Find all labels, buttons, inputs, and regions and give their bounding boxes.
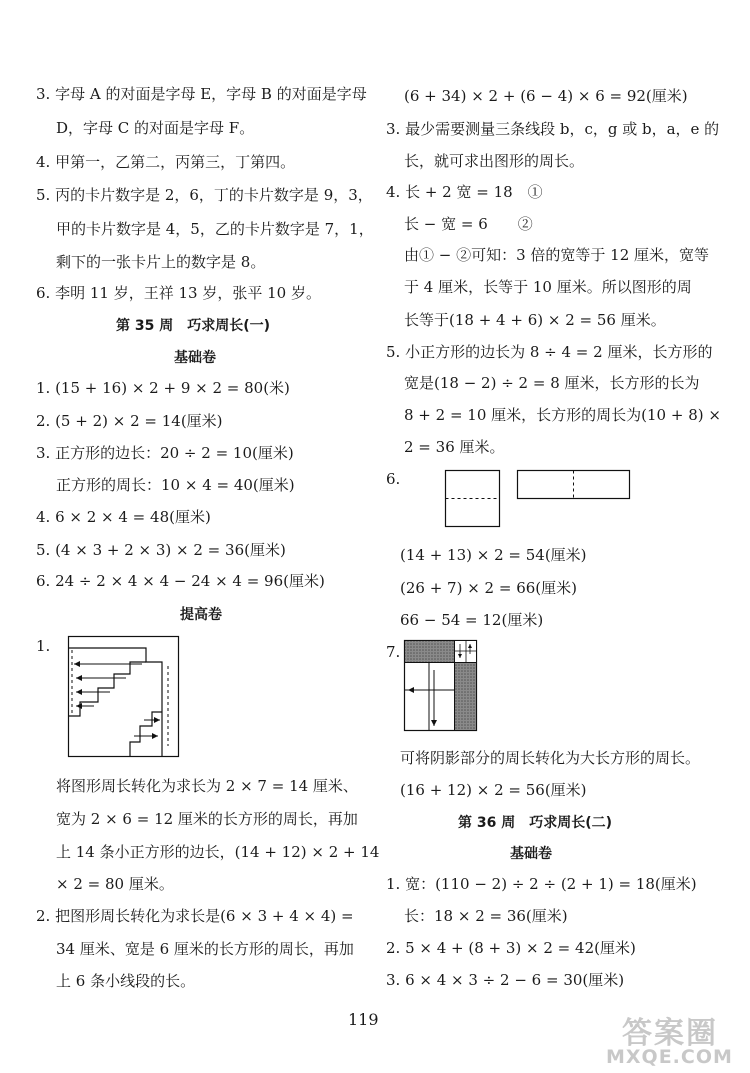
advanced-answer-1-line1: 将图形周长转化为求长为 2 × 7 = 14 厘米、 <box>56 777 358 795</box>
advanced-answer-1-line3: 上 14 条小正方形的边长，(14 + 12) × 2 + 14 <box>56 843 380 861</box>
answer-r4-line3: 由① − ②可知：3 倍的宽等于 12 厘米，宽等 <box>404 246 710 264</box>
answer-r5-line4: 2 = 36 厘米。 <box>404 438 505 456</box>
right-top-expression: (6 + 34) × 2 + (6 − 4) × 6 = 92(厘米) <box>404 87 688 105</box>
section-35-advanced-heading: 提高卷 <box>180 607 222 623</box>
advanced-answer-2-line2: 34 厘米、宽是 6 厘米的长方形的周长，再加 <box>56 940 354 958</box>
basic-answer-3-line1: 3. 正方形的边长：20 ÷ 2 = 10(厘米) <box>36 444 294 462</box>
shaded-rectangle-figure <box>404 640 478 732</box>
answer-r4-line5: 长等于(18 + 4 + 6) × 2 = 56 厘米。 <box>404 311 666 329</box>
section-36-answer-1-line1: 1. 宽：(110 − 2) ÷ 2 ÷ (2 + 1) = 18(厘米) <box>386 875 697 893</box>
answer-r6-number: 6. <box>386 470 401 488</box>
basic-answer-1: 1. (15 + 16) × 2 + 9 × 2 = 80(米) <box>36 379 290 397</box>
answer-3-line1: 3. 字母 A 的对面是字母 E，字母 B 的对面是字母 <box>36 85 367 103</box>
answer-3-line2: D，字母 C 的对面是字母 F。 <box>56 119 255 137</box>
section-36-basic-heading: 基础卷 <box>510 846 552 862</box>
answer-5-line2: 甲的卡片数字是 4，5，乙的卡片数字是 7，1， <box>56 220 374 238</box>
answer-4: 4. 甲第一，乙第二，丙第三，丁第四。 <box>36 153 296 171</box>
watermark-logo: 答案圈 <box>622 1016 718 1051</box>
answer-r4-line1: 4. 长 + 2 宽 = 18 ① <box>386 183 543 201</box>
answer-r4-line4: 于 4 厘米，长等于 10 厘米。所以图形的周 <box>404 278 692 296</box>
answer-r5-line2: 宽是(18 − 2) ÷ 2 = 8 厘米，长方形的长为 <box>404 374 700 392</box>
answer-r4-line2: 长 − 宽 = 6 ② <box>404 215 533 233</box>
answer-r7-line2: (16 + 12) × 2 = 56(厘米) <box>400 781 587 799</box>
section-35-basic-heading: 基础卷 <box>174 350 216 366</box>
answer-r7-number: 7. <box>386 643 401 661</box>
basic-answer-5: 5. (4 × 3 + 2 × 3) × 2 = 36(厘米) <box>36 541 286 559</box>
advanced-answer-2-line1: 2. 把图形周长转化为求长是(6 × 3 + 4 × 4) = <box>36 907 354 925</box>
answer-r6-line3: 66 − 54 = 12(厘米) <box>400 611 544 629</box>
answer-r5-line3: 8 + 2 = 10 厘米，长方形的周长为(10 + 8) × <box>404 406 721 424</box>
section-35-title: 第 35 周 巧求周长(一) <box>116 318 271 334</box>
answer-r3-line2: 长，就可求出图形的周长。 <box>404 152 585 170</box>
advanced-answer-1-number: 1. <box>36 637 51 655</box>
answer-r5-line1: 5. 小正方形的边长为 8 ÷ 4 = 2 厘米，长方形的 <box>386 343 713 361</box>
section-36-answer-3: 3. 6 × 4 × 3 ÷ 2 − 6 = 30(厘米) <box>386 971 625 989</box>
basic-answer-3-line2: 正方形的周长：10 × 4 = 40(厘米) <box>56 476 295 494</box>
watermark-url: MXQE.COM <box>606 1046 733 1068</box>
basic-answer-2: 2. (5 + 2) × 2 = 14(厘米) <box>36 412 223 430</box>
answer-5-line3: 剩下的一张卡片上的数字是 8。 <box>56 253 266 271</box>
advanced-answer-2-line3: 上 6 条小线段的长。 <box>56 972 196 990</box>
answer-6: 6. 李明 11 岁，王祥 13 岁，张平 10 岁。 <box>36 284 321 302</box>
answer-r6-line2: (26 + 7) × 2 = 66(厘米) <box>400 579 577 597</box>
section-36-answer-1-line2: 长：18 × 2 = 36(厘米) <box>404 907 568 925</box>
advanced-answer-1-line4: × 2 = 80 厘米。 <box>56 875 174 893</box>
section-36-title: 第 36 周 巧求周长(二) <box>458 815 613 831</box>
staircase-figure <box>68 636 180 758</box>
advanced-answer-1-line2: 宽为 2 × 6 = 12 厘米的长方形的周长，再加 <box>56 810 358 828</box>
section-36-answer-2: 2. 5 × 4 + (8 + 3) × 2 = 42(厘米) <box>386 939 636 957</box>
page-number: 119 <box>348 1010 379 1029</box>
answer-r6-line1: (14 + 13) × 2 = 54(厘米) <box>400 546 587 564</box>
answer-r3-line1: 3. 最少需要测量三条线段 b，c，g 或 b，a，e 的 <box>386 120 720 138</box>
answer-5-line1: 5. 丙的卡片数字是 2，6，丁的卡片数字是 9，3， <box>36 186 373 204</box>
basic-answer-4: 4. 6 × 2 × 4 = 48(厘米) <box>36 508 211 526</box>
basic-answer-6: 6. 24 ÷ 2 × 4 × 4 − 24 × 4 = 96(厘米) <box>36 572 325 590</box>
answer-r7-line1: 可将阴影部分的周长转化为大长方形的周长。 <box>400 749 701 767</box>
rectangle-split-figure <box>445 470 631 528</box>
